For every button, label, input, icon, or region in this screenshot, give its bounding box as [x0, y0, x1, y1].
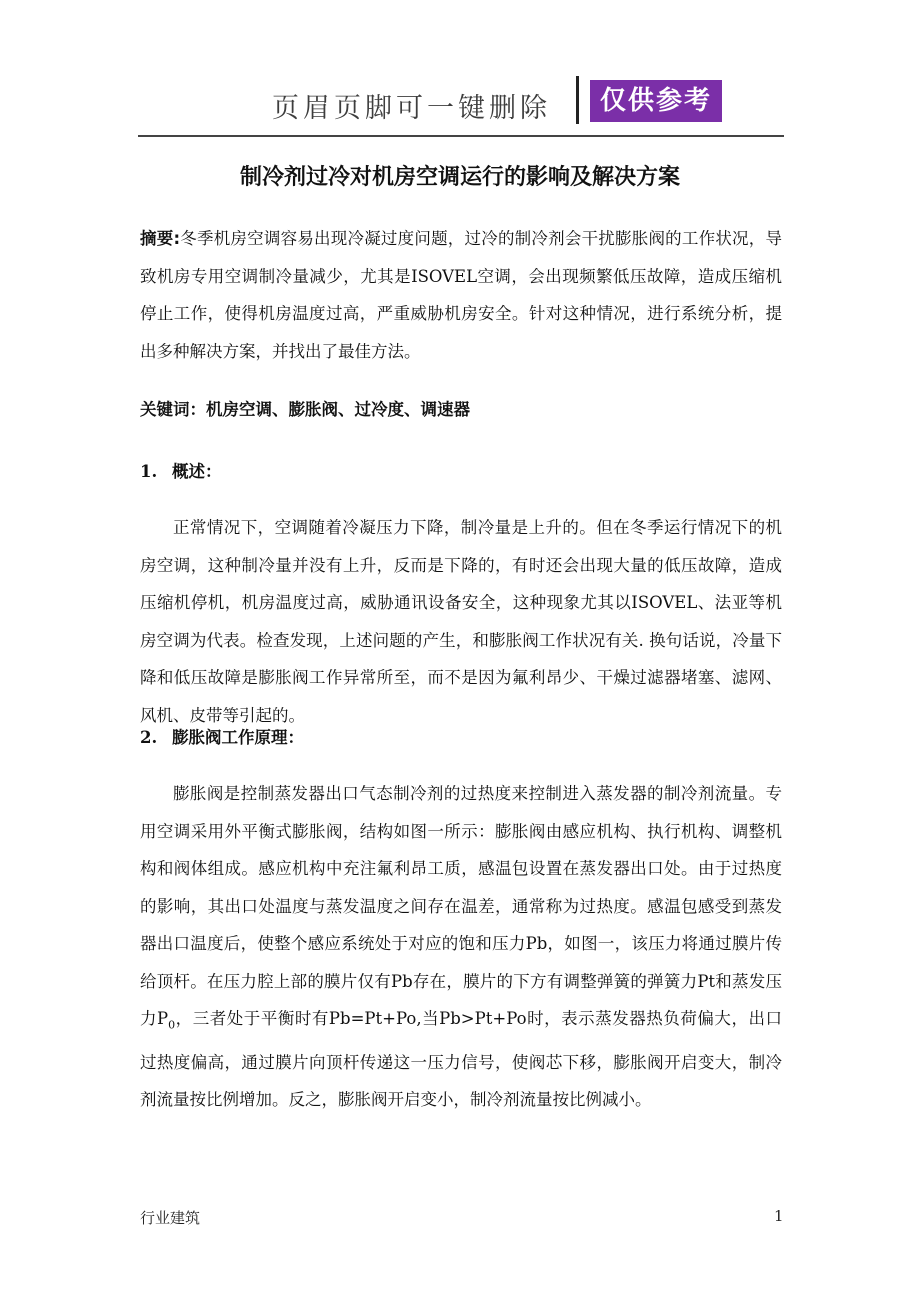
reference-badge: 仅供参考 — [590, 80, 722, 122]
paragraph-text-b: ，三者处于平衡时有Pb=Pt+Po,当Pb>Pt+Po时，表示蒸发器热负荷偏大，出口过热度偏高，通过膜片向顶杆传递这一压力信号，使阀芯下移，膨胀阀开启变大，制冷剂流量按比例增加。反之，膨胀阀开启变小，制冷剂流量按比例减小。 — [140, 1009, 782, 1110]
section-number: 2. — [140, 728, 158, 747]
abstract — [140, 220, 782, 370]
keywords: 关键词：机房空调、膨胀阀、过冷度、调速器 — [140, 400, 470, 419]
header-rule — [138, 135, 784, 137]
page-number: 1 — [774, 1207, 784, 1225]
paragraph-text-a: 膨胀阀是控制蒸发器出口气态制冷剂的过热度来控制进入蒸发器的制冷剂流量。专用空调采用外平衡式膨胀阀，结构如图一所示：膨胀阀由感应机构、执行机构、调整机构和阀体组成。感应机构中充注氟利昂工质，感温包设置在蒸发器出口处。由于过热度的影响，其出口处温度与蒸发温度之间存在温差，通常称为过热度。感温包感受到蒸发器出口温度后，使整个感应系统处于对应的饱和压力Pb，如图一，该压力将通过膜片传给顶杆。在压力腔上部的膜片仅有Pb存在，膜片的下方有调整弹簧的弹簧力Pt和蒸发压力P — [140, 784, 782, 1028]
page-header — [0, 0, 920, 140]
abstract-text: 冬季机房空调容易出现冷凝过度问题，过冷的制冷剂会干扰膨胀阀的工作状况，导致机房专用空调制冷量减少，尤其是ISOVEL空调，会出现频繁低压故障，造成压缩机停止工作，使得机房温度过高，严重威胁机房安全。针对这种情况，进行系统分析，提出多种解决方案，并找出了最佳方法。 — [140, 229, 782, 361]
subscript: 0 — [168, 1018, 176, 1032]
section-number: 1. — [140, 462, 158, 481]
section-heading-2 — [140, 724, 304, 748]
section-heading-1 — [140, 458, 222, 482]
abstract-label: 摘要: — [140, 229, 181, 248]
header-text: 页眉页脚可一键删除 — [272, 93, 551, 124]
header-divider — [576, 76, 579, 124]
footer-label: 行业建筑 — [140, 1209, 201, 1227]
section-1-paragraph — [140, 509, 782, 734]
paragraph-text: 正常情况下，空调随着冷凝压力下降，制冷量是上升的。但在冬季运行情况下的机房空调，这种制冷量并没有上升，反而是下降的，有时还会出现大量的低压故障，造成压缩机停机，机房温度过高，威胁通讯设备安全，这种现象尤其以ISOVEL、法亚等机房空调为代表。检查发现，上述问题的产生，和膨胀阀工作状况有关. 换句话说，冷量下降和低压故障是膨胀阀工作异常所至，而不是因为氟利昂少、干燥过滤器堵塞、滤网、风机、皮带等引起的。 — [140, 518, 782, 725]
section-2-paragraph — [140, 775, 782, 1119]
section-title: 概述： — [172, 462, 222, 481]
section-title: 膨胀阀工作原理： — [172, 728, 304, 747]
document-title: 制冷剂过冷对机房空调运行的影响及解决方案 — [239, 165, 680, 190]
